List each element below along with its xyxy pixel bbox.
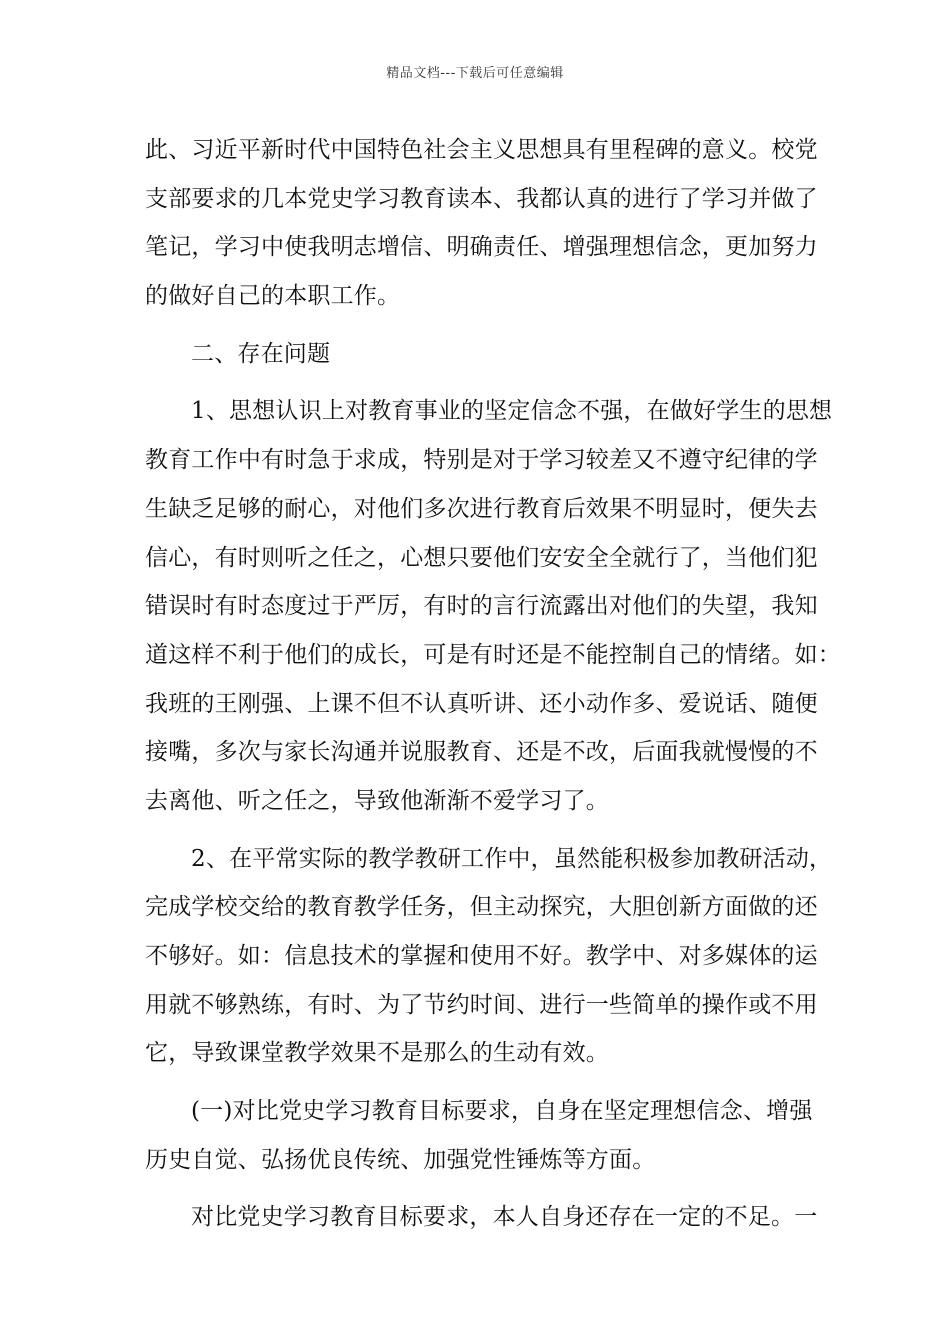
text-line: 用就不够熟练，有时、为了节约时间、进行一些简单的操作或不用 — [145, 991, 818, 1018]
paragraph — [145, 835, 833, 1078]
text-line: 我班的王刚强、上课不但不认真听讲、还小动作多、爱说话、随便 — [145, 690, 818, 717]
text-line: 2、在平常实际的教学教研工作中，虽然能积极参加教研活动， — [191, 845, 833, 872]
paragraph — [145, 387, 841, 825]
paragraph-gap — [145, 378, 810, 387]
text-line: 信心，有时则听之任之，心想只要他们安安全全就行了，当他们犯 — [145, 544, 818, 571]
paragraph — [145, 330, 810, 379]
text-line: 接嘴，多次与家长沟通并说服教育、还是不改，后面我就慢慢的不 — [145, 739, 818, 766]
paragraph-gap — [145, 1184, 810, 1193]
text-line: 支部要求的几本党史学习教育读本、我都认真的进行了学习并做了 — [145, 185, 818, 212]
text-line: 1、思想认识上对教育事业的坚定信念不强，在做好学生的思想 — [191, 398, 833, 425]
text-line: 生缺乏足够的耐心，对他们多次进行教育后效果不明显时，便失去 — [145, 495, 818, 522]
paragraph-gap — [145, 1078, 810, 1087]
text-line: 道这样不利于他们的成长，可是有时还是不能控制自己的情绪。如： — [145, 641, 841, 668]
paragraph — [145, 1087, 813, 1184]
text-line: 对比党史学习教育目标要求，本人自身还存在一定的不足。一 — [191, 1204, 818, 1231]
paragraph-gap — [145, 321, 810, 330]
text-line: 笔记，学习中使我明志增信、明确责任、增强理想信念，更加努力 — [145, 234, 818, 261]
text-line: (一)对比党史学习教育目标要求，自身在坚定理想信念、增强 — [191, 1098, 813, 1125]
text-line: 此、习近平新时代中国特色社会主义思想具有里程碑的意义。校党 — [145, 137, 818, 163]
paragraph-gap — [145, 826, 810, 835]
text-line: 教育工作中有时急于求成，特别是对于学习较差又不遵守纪律的学 — [145, 447, 818, 474]
text-line: 二、存在问题 — [191, 340, 331, 367]
text-line: 它，导致课堂教学效果不是那么的生动有效。 — [145, 1040, 609, 1067]
text-line: 历史自觉、弘扬优良传统、加强党性锤炼等方面。 — [145, 1146, 656, 1173]
paragraph — [145, 1193, 818, 1242]
text-line: 去离他、听之任之，导致他渐渐不爱学习了。 — [145, 787, 609, 814]
page-header: 精品文档---下载后可任意编辑 — [386, 66, 564, 81]
text-line: 不够好。如：信息技术的掌握和使用不好。教学中、对多媒体的运 — [145, 943, 818, 969]
text-line: 的做好自己的本职工作。 — [145, 283, 401, 310]
document-body — [145, 126, 841, 1242]
text-line: 错误时有时态度过于严厉，有时的言行流露出对他们的失望，我知 — [145, 593, 818, 620]
paragraph — [145, 126, 818, 321]
text-line: 完成学校交给的教育教学任务，但主动探究，大胆创新方面做的还 — [145, 894, 818, 921]
